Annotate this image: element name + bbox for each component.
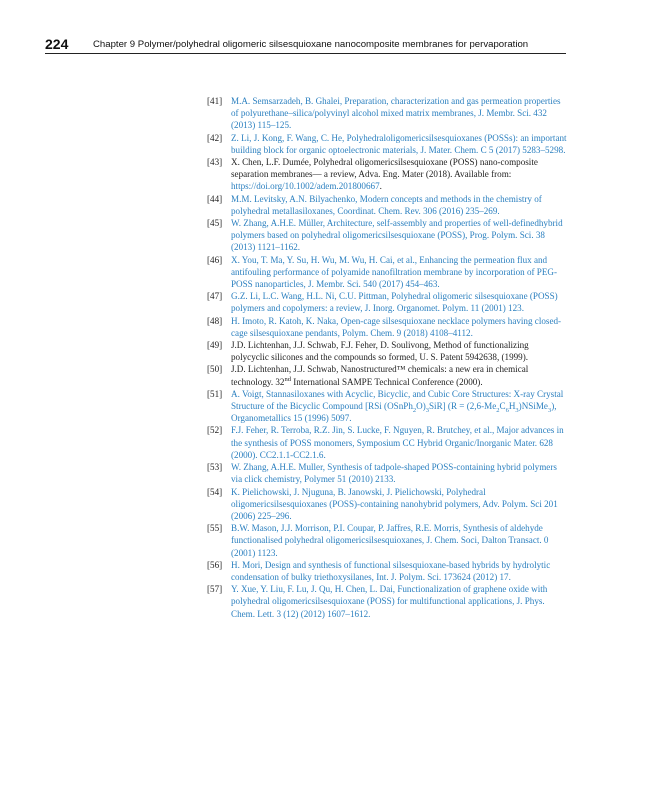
reference-text[interactable]: W. Zhang, A.H.E. Muller, Synthesis of tadpole-shaped POSS-containing hybrid polymers via click chemistry, Polymer 51 (2010) 2133. bbox=[231, 462, 557, 485]
reference-number: [56] bbox=[207, 559, 223, 570]
reference-number: [50] bbox=[207, 364, 223, 375]
superscript: nd bbox=[284, 375, 291, 383]
reference-list bbox=[207, 95, 567, 620]
subscript: 3 bbox=[547, 406, 552, 414]
subscript: 2 bbox=[496, 406, 500, 414]
reference-41 bbox=[207, 95, 567, 132]
reference-number: [53] bbox=[207, 462, 223, 473]
reference-text-b: International SAMPE Technical Conference (2000). bbox=[290, 376, 483, 387]
reference-47 bbox=[207, 290, 567, 314]
doi-link[interactable]: https://doi.org/10.1002/adem.201800667 bbox=[231, 181, 380, 192]
reference-49 bbox=[207, 339, 567, 363]
reference-text[interactable]: K. Pielichowski, J. Njuguna, B. Janowski, J. Pielichowski, Polyhedral oligomericsilsesquioxanes (POSS)-containing nanohybrid polymers, Adv. Polym. Sci 201 (2006) 225–296. bbox=[231, 486, 558, 521]
reference-55 bbox=[207, 522, 567, 559]
subscript: 2 bbox=[412, 406, 417, 414]
reference-number: [41] bbox=[207, 96, 223, 106]
header-rule bbox=[45, 53, 566, 54]
reference-number: [51] bbox=[207, 388, 223, 399]
reference-text[interactable]: M.M. Levitsky, A.N. Bilyachenko, Modern concepts and methods in the chemistry of polyhedral metallasiloxanes, Coordinat. Chem. Rev. 306 (2016) 235–269. bbox=[231, 193, 542, 216]
reference-number: [48] bbox=[207, 315, 223, 326]
reference-44 bbox=[207, 193, 567, 217]
reference-text[interactable]: X. You, T. Ma, Y. Su, H. Wu, M. Wu, H. Cai, et al., Enhancing the permeation flux and antifouling performance of polyamide nanofiltration membrane by incorporation of PEG-POSS nanoparticles, J. Membr. Sci. 540 (2017) 454–463. bbox=[231, 254, 558, 290]
reference-number: [54] bbox=[207, 486, 223, 497]
reference-text-g: ), Organometallics 15 (1996) 5097. bbox=[231, 401, 557, 424]
running-title: Chapter 9 Polymer/polyhedral oligomeric silsesquioxane nanocomposite membranes for pervaporation bbox=[93, 39, 529, 50]
reference-number: [57] bbox=[207, 584, 223, 595]
reference-number: [52] bbox=[207, 425, 223, 436]
reference-text-f: )NSiMe bbox=[518, 401, 548, 412]
reference-51 bbox=[207, 388, 567, 425]
reference-text bbox=[231, 363, 567, 387]
reference-number: [45] bbox=[207, 218, 223, 229]
reference-53 bbox=[207, 461, 567, 485]
reference-text[interactable] bbox=[231, 388, 567, 425]
reference-text-a: J.D. Lichtenhan, J.J. Schwab, Nanostructured™ chemicals: a new era in chemical technology. 32 bbox=[231, 364, 529, 387]
reference-48 bbox=[207, 315, 567, 339]
reference-text: J.D. Lichtenhan, J.J. Schwab, F.J. Feher, D. Soulivong, Method of functionalizing polycyclic silicones and the compounds so formed, U. S. Patent 5942638, (1999). bbox=[231, 340, 529, 363]
reference-52 bbox=[207, 424, 567, 461]
subscript: 3 bbox=[515, 406, 519, 414]
reference-text-tail: . bbox=[379, 181, 382, 192]
reference-text[interactable]: G.Z. Li, L.C. Wang, H.L. Ni, C.U. Pittman, Polyhedral oligomeric silsesquioxane (POSS) polymers and copolymers: a review, J. Inorg. Organomet. Polym. 11 (2001) 123. bbox=[231, 291, 558, 314]
page-number: 224 bbox=[45, 36, 69, 52]
reference-text[interactable]: Z. Li, J. Kong, F. Wang, C. He, Polyhedraloligomericsilsesquioxanes (POSSs): an important building block for organic optoelectronic materials, J. Mater. Chem. C 5 (2017) 5283–5298. bbox=[231, 132, 567, 155]
reference-text[interactable]: H. Imoto, R. Katoh, K. Naka, Open-cage silsesquioxane necklace polymers having closed-cage silsesquioxane pendants, Polym. Chem. 9 (2018) 4108–4112. bbox=[231, 315, 562, 338]
reference-text-body: X. Chen, L.F. Dumée, Polyhedral oligomericsilsesquioxane (POSS) nano-composite separation membranes— a review, Adva. Eng. Mater (2018). Available from: bbox=[231, 157, 538, 180]
reference-text-d: C bbox=[499, 401, 506, 412]
reference-text[interactable]: B.W. Mason, J.J. Morrison, P.I. Coupar, P. Jaffres, R.E. Morris, Synthesis of aldehyde functionalised polyhedral oligomericsilsesquioxanes, J. Chem. Soci, Dalton Transact. 0 (2001) 1123. bbox=[231, 523, 549, 558]
reference-text[interactable]: W. Zhang, A.H.E. Müller, Architecture, self-assembly and properties of well-definedhybrid polymers based on polyhedral oligomericsilsesquioxane (POSS), Prog. Polym. Sci. 38 (2013) 1121–1162. bbox=[231, 218, 563, 253]
reference-text bbox=[231, 156, 567, 193]
subscript: 6 bbox=[505, 406, 509, 414]
reference-text-b: O) bbox=[416, 401, 426, 412]
reference-number: [55] bbox=[207, 523, 223, 534]
reference-number: [46] bbox=[207, 254, 223, 265]
reference-text[interactable]: H. Mori, Design and synthesis of functional silsesquioxane-based hybrids by hydrolytic condensation of bulky triethoxysilanes, Int. J. Polym. Sci. 173624 (2012) 17. bbox=[231, 559, 551, 582]
reference-text-c: SiR] (R = (2,6-Me bbox=[428, 401, 497, 412]
page-header bbox=[45, 36, 565, 52]
reference-56 bbox=[207, 559, 567, 583]
reference-number: [42] bbox=[207, 132, 223, 143]
reference-54 bbox=[207, 486, 567, 523]
reference-text[interactable]: Y. Xue, Y. Liu, F. Lu, J. Qu, H. Chen, L. Dai, Functionalization of graphene oxide with polyhedral oligomericsilsesquioxane (POSS) for multifunctional applications, J. Phys. Chem. Lett. 3 (12) (2012) 1607–1612. bbox=[231, 584, 548, 619]
reference-46 bbox=[207, 254, 567, 291]
reference-text-a: A. Voigt, Stannasiloxanes with Acyclic, Bicyclic, and Cubic Core Structures: X-ray Crystal Structure of the Bicyclic Compound [RSi (OSnPh bbox=[231, 388, 564, 412]
reference-number: [44] bbox=[207, 193, 223, 204]
reference-number: [49] bbox=[207, 340, 223, 351]
reference-text[interactable]: M.A. Semsarzadeh, B. Ghalei, Preparation, characterization and gas permeation properties of polyurethane–silica/polyvinyl alcohol mixed matrix membranes, J. Membr. Sci. 432 (2013) 115–125. bbox=[231, 96, 561, 131]
reference-43 bbox=[207, 156, 567, 193]
reference-57 bbox=[207, 583, 567, 620]
subscript: 3 bbox=[425, 406, 429, 414]
reference-45 bbox=[207, 217, 567, 254]
reference-text[interactable]: F.J. Feher, R. Terroba, R.Z. Jin, S. Lucke, F. Nguyen, R. Brutchey, et al., Major advances in the synthesis of POSS monomers, Symposium CC Hybrid Organic/Inorganic Mater. 628 (2000). CC2.1.1-CC2.1.6. bbox=[231, 425, 564, 460]
reference-text-e: H bbox=[508, 401, 516, 412]
reference-number: [47] bbox=[207, 291, 223, 302]
reference-50 bbox=[207, 363, 567, 387]
reference-number: [43] bbox=[207, 157, 223, 168]
reference-42 bbox=[207, 132, 567, 156]
